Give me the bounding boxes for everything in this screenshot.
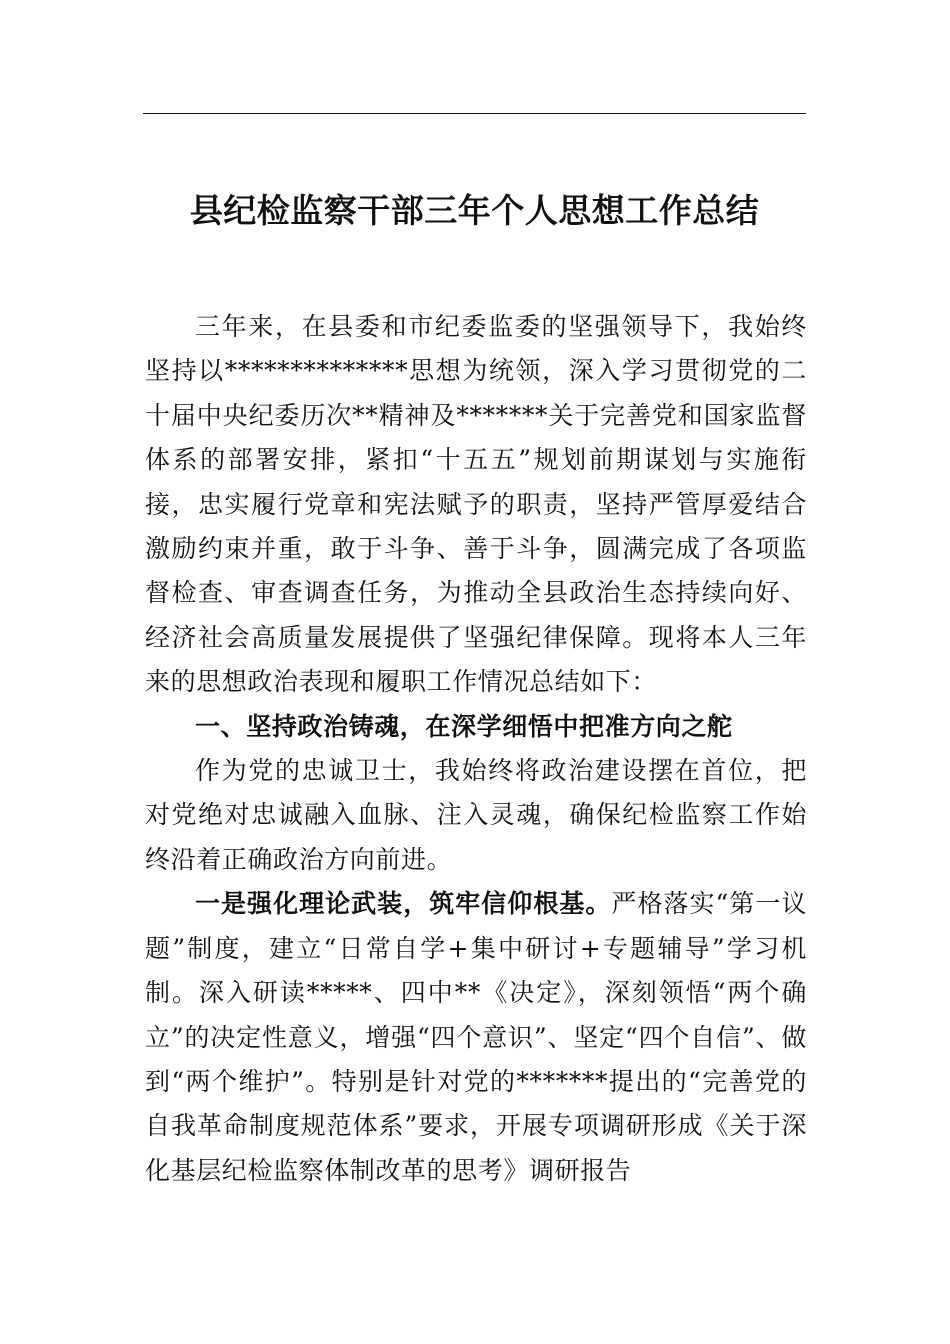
intro-paragraph: 三年来，在县委和市纪委监委的坚强领导下，我始终坚持以**************思想为统领，深入学习贯彻党的二十届中央纪委历次**精神及*******关于完善党和国家监督体系的部署安排，紧扣“十五五”规划前期谋划与实施衔接，忠实履行党章和宪法赋予的职责，坚持严管厚爱结合激励约束并重，敢于斗争、善于斗争，圆满完成了各项监督检查、审查调查任务，为推动全县政治生态持续向好、经济社会高质量发展提供了坚强纪律保障。现将本人三年来的思想政治表现和履职工作情况总结如下： [145, 312, 807, 697]
section-heading: 一、坚持政治铸魂，在深学细悟中把准方向之舵 [195, 711, 733, 741]
section-intro-paragraph: 作为党的忠诚卫士，我始终将政治建设摆在首位，把对党绝对忠诚融入血脉、注入灵魂，确保纪检监察工作始终沿着正确政治方向前进。 [145, 756, 807, 874]
point-paragraph [145, 882, 807, 1193]
document-title: 县纪检监察干部三年个人思想工作总结 [189, 191, 760, 230]
document-body [145, 305, 807, 1193]
point-text: 严格落实“第一议题”制度，建立“日常自学+集中研讨+专题辅导”学习机制。深入研读*****、四中**《决定》，深刻领悟“两个确立”的决定性意义，增强“四个意识”、坚定“四个自信”、做到“两个维护”。特别是针对党的*******提出的“完善党的自我革命制度规范体系”要求，开展专项调研形成《关于深化基层纪检监察体制改革的思考》调研报告 [145, 889, 807, 1185]
point-lead: 一是强化理论武装，筑牢信仰根基。 [195, 889, 612, 919]
header-rule [143, 113, 806, 114]
